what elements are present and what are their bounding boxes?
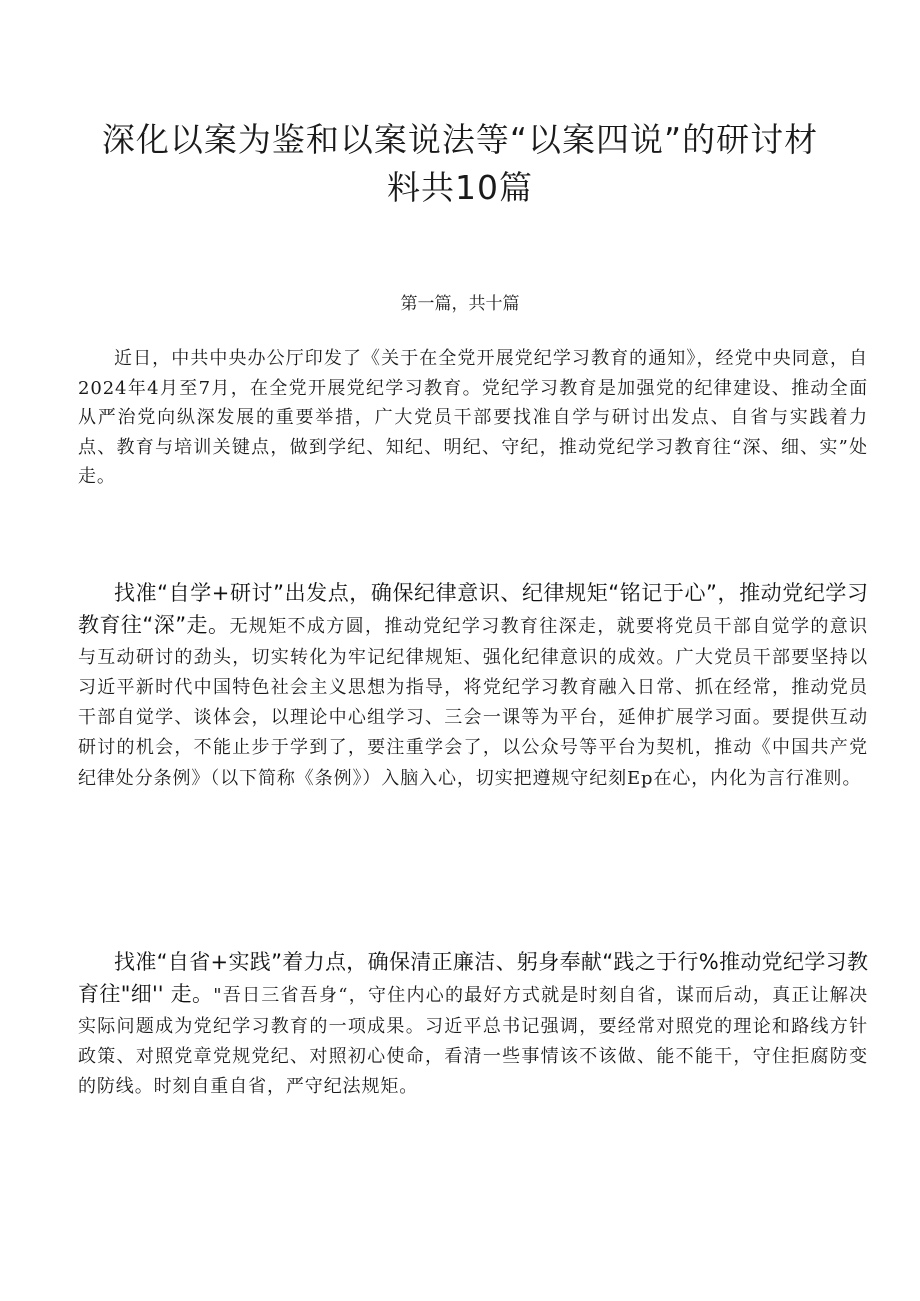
document-title-line-2: 料共10篇 [387,168,533,207]
section-2-heading: 找准“自省+实践”着力点，确保清正廉洁、躬身奉献“践之于行%推动党纪学习教育往"细'' 走。 [78,950,868,1007]
section-2-paragraph [78,947,868,1102]
section-1-paragraph [78,578,868,794]
intro-paragraph: 近日，中共中央办公厅印发了《关于在全党开展党纪学习教育的通知》，经党中央同意，自2024年4月至7月，在全党开展党纪学习教育。党纪学习教育是加强党的纪律建设、推动全面从严治党向纵深发展的重要举措，广大党员干部要找准自学与研讨出发点、自省与实践着力点、教育与培训关键点，做到学纪、知纪、明纪、守纪，推动党纪学习教育往“深、细、实”处走。 [78,348,868,488]
section-1-body: 无规矩不成方圆，推动党纪学习教育往深走，就要将党员干部自觉学的意识与互动研讨的劲头，切实转化为牢记纪律规矩、强化纪律意识的成效。广大党员干部要坚持以习近平新时代中国特色社会主义思想为指导，将党纪学习教育融入日常、抓在经常，推动党员干部自觉学、谈体会，以理论中心组学习、三会一课等为平台，延伸扩展学习面。要提供互动研讨的机会，不能止步于学到了，要注重学会了，以公众号等平台为契机，推动《中国共产党纪律处分条例》（以下简称《条例》）入脑入心，切实把遵规守纪刻Ep在心，内化为言行准则。 [78,616,868,789]
section-2-body: "吾日三省吾身“，守住内心的最好方式就是时刻自省，谋而后动，真正让解决实际问题成为党纪学习教育的一项成果。习近平总书记强调，要经常对照党的理论和路线方针政策、对照党章党规党纪、对照初心使命，看清一些事情该不该做、能不能干，守住拒腐防变的防线。时刻自重自省，严守纪法规矩。 [78,985,868,1098]
section-1-heading: 找准“自学+研讨”出发点，确保纪律意识、纪律规矩“铭记于心”，推动党纪学习教育往“深”走。 [78,581,868,638]
document-title [70,116,850,212]
document-subtitle: 第一篇，共十篇 [400,294,520,314]
document-title-line-1: 深化以案为鉴和以案说法等“以案四说”的研讨材 [101,120,819,159]
